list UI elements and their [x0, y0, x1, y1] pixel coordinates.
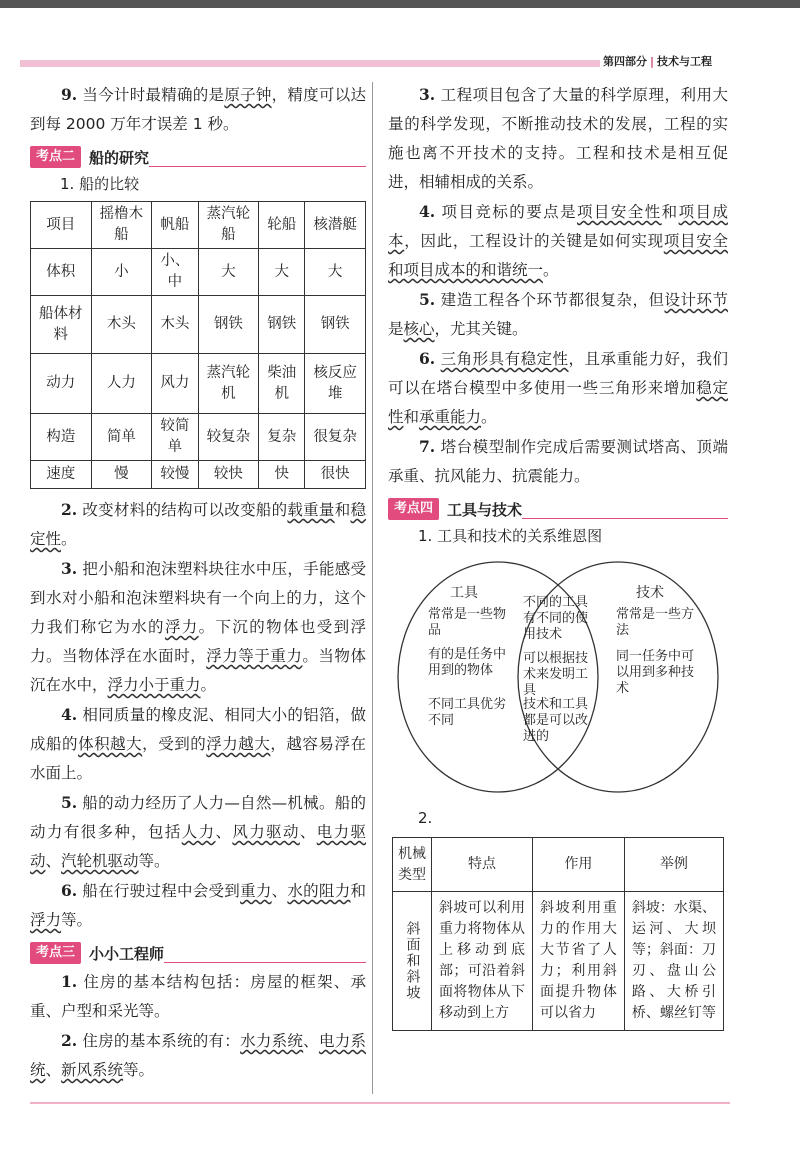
section-title: 小小工程师 [89, 944, 165, 963]
para-3: 3. 把小船和泡沫塑料块往水中压，手能感受到水对小船和泡沫塑料块有一个向上的力，这个力我们称它为水的浮力。下沉的物体也受到浮力。当物体浮在水面时，浮力等于重力。当物体沉在水中，浮力小于重力。 [30, 559, 366, 694]
right-column [388, 80, 728, 1031]
venn-left-title: 工具 [450, 585, 478, 601]
para-r6: 6. 三角形具有稳定性，且承重能力好，我们可以在塔台模型中多使用一些三角形来增加稳定性和承重能力。 [388, 349, 728, 426]
section-tag: 考点四 [388, 498, 439, 520]
venn-mid-item: 技术和工具都是可以改进的 [523, 697, 589, 744]
para-q2: 2. 住房的基本系统的有：水力系统、电力系统、新风系统等。 [30, 1031, 366, 1079]
para-6: 6. 船在行驶过程中会受到重力、水的阻力和浮力等。 [30, 881, 366, 929]
table-row [393, 892, 724, 1031]
venn-mid-item: 可以根据技术来发明工具 [523, 651, 589, 698]
venn-right-item: 常常是一些方法 [616, 607, 695, 638]
table-row: 速度 慢 较慢 较快 快 很快 [31, 461, 366, 489]
para-q1: 1. 住房的基本结构包括：房屋的框架、承重、户型和采光等。 [30, 972, 366, 1020]
para-2: 2. 改变材料的结构可以改变船的载重量和稳定性。 [30, 500, 366, 548]
machine-type: 斜面和斜坡 [404, 921, 421, 1001]
section-heading-4 [388, 497, 728, 521]
subheading-venn: 1. 工具和技术的关系维恩图 [418, 527, 603, 545]
table-row: 构造 简单 较简单 较复杂 复杂 很复杂 [31, 414, 366, 461]
column-divider [372, 82, 373, 1094]
venn-right-title: 技术 [636, 585, 664, 601]
table-row: 动力 人力 风力 蒸汽轮机 柴油机 核反应堆 [31, 354, 366, 414]
header-strip [20, 60, 600, 67]
section-heading-2 [30, 145, 366, 169]
para-5: 5. 船的动力经历了人力—自然—机械。船的动力有很多种，包括人力、风力驱动、电力驱动、汽轮机驱动等。 [30, 793, 366, 870]
venn-right-item: 同一任务中可以用到多种技术 [616, 649, 695, 696]
para-4: 4. 相同质量的橡皮泥、相同大小的铝箔，做成船的体积越大，受到的浮力越大，越容易浮在水面上。 [30, 705, 366, 782]
venn-left-item: 常常是一些物品 [428, 607, 507, 638]
header-subject: 技术与工程 [657, 55, 713, 68]
section-tag: 考点二 [30, 146, 81, 168]
table-row: 体积 小 小、中 大 大 大 [31, 249, 366, 296]
table-row: 船体材料 木头 木头 钢铁 钢铁 钢铁 [31, 296, 366, 354]
top-edge-bar [0, 0, 800, 8]
section-heading-3 [30, 941, 366, 965]
para-r5: 5. 建造工程各个环节都很复杂，但设计环节是核心，尤其关键。 [388, 290, 728, 338]
example-cell: 斜坡：水渠、运河、大坝等；斜面：刀刃、盘山公路、大桥引桥、螺丝钉等 [624, 892, 723, 1031]
header-part: 第四部分 [603, 55, 647, 68]
ship-comparison-table [30, 201, 366, 489]
bottom-strip [30, 1102, 730, 1104]
section-tag: 考点三 [30, 942, 81, 964]
subheading-ship-compare: 1. 船的比较 [60, 175, 140, 193]
venn-diagram [388, 557, 728, 797]
left-column [30, 80, 366, 1085]
section-title: 船的研究 [89, 148, 150, 167]
para-r3: 3. 工程项目包含了大量的科学原理，利用大量的科学发现，不断推动技术的发展，工程的实施也离不开技术的支持。工程和技术是相互促进，相辅相成的关系。 [388, 85, 728, 191]
running-header: 第四部分 | 技术与工程 [603, 55, 713, 68]
para-r7: 7. 塔台模型制作完成后需要测试塔高、顶端承重、抗风能力、抗震能力。 [388, 437, 728, 485]
venn-left-item: 有的是任务中用到的物体 [428, 647, 507, 678]
venn-mid-item: 不同的工具有不同的使用技术 [523, 595, 589, 642]
feature-cell: 斜坡可以利用重力将物体从上移动到底部；可沿着斜面将物体从下移动到上方 [432, 892, 533, 1031]
table-header-row: 机械类型 特点 作用 举例 [393, 838, 724, 892]
venn-left-item: 不同工具优劣不同 [428, 697, 507, 728]
table-header-row: 项目 摇橹木船 帆船 蒸汽轮船 轮船 核潜艇 [31, 202, 366, 249]
section-title: 工具与技术 [447, 500, 523, 519]
para-r4: 4. 项目竞标的要点是项目安全性和项目成本，因此，工程设计的关键是如何实现项目安全和项目成本的和谐统一。 [388, 202, 728, 279]
effect-cell: 斜坡利用重力的作用大大节省了人力；利用斜面提升物体可以省力 [532, 892, 624, 1031]
para-9: 9. 当今计时最精确的是原子钟，精度可以达到每 2000 万年才误差 1 秒。 [30, 85, 366, 133]
machine-table [392, 837, 724, 1031]
subheading-2: 2. [418, 809, 433, 827]
